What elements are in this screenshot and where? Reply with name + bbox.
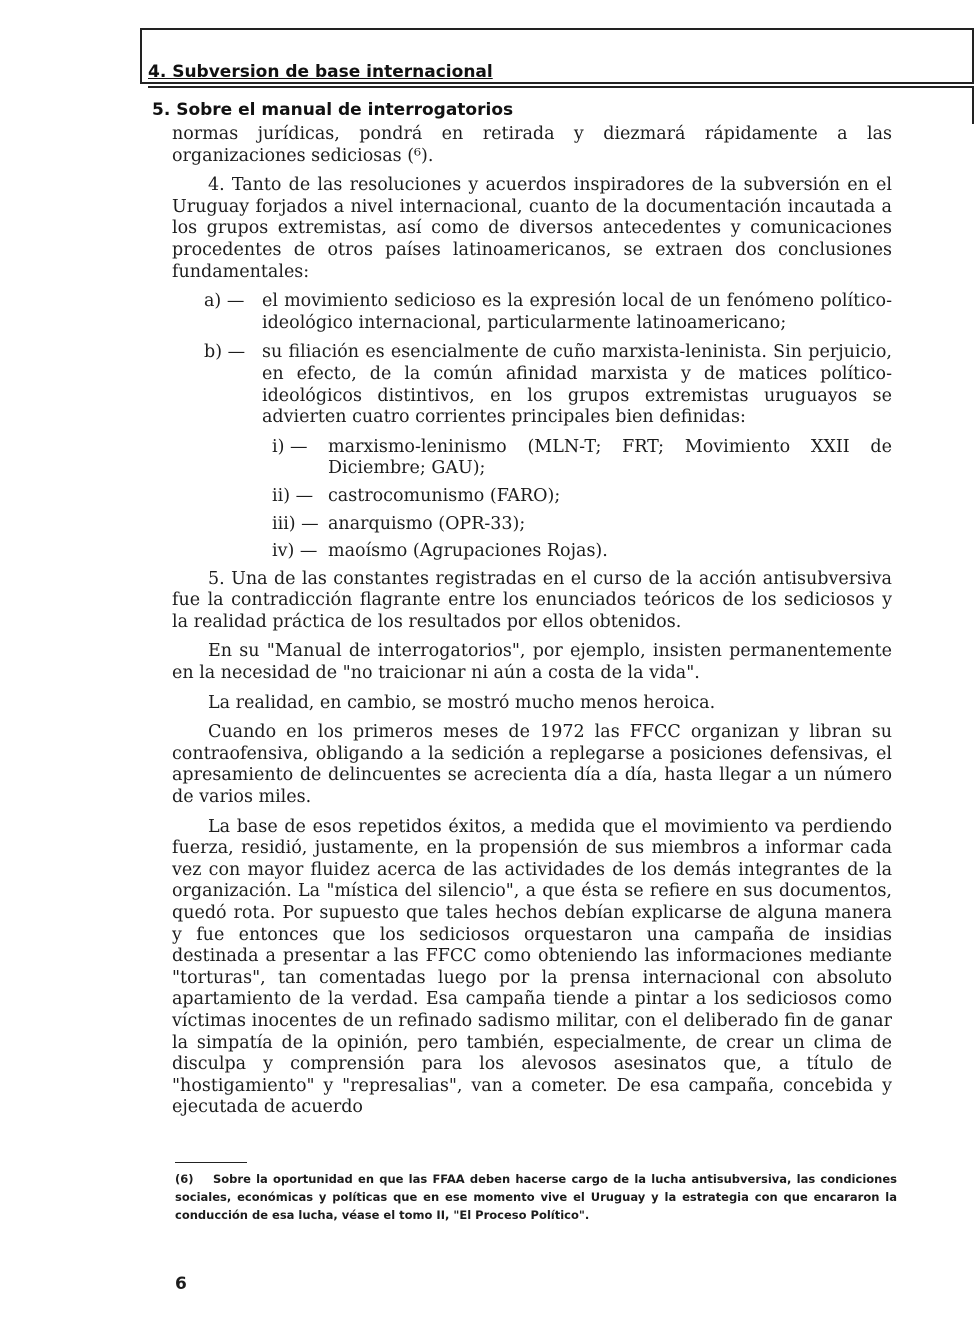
sub-list-item <box>172 486 892 508</box>
list-marker: iii) — <box>272 513 319 534</box>
sub-list-item <box>172 514 892 536</box>
list-marker: a) — <box>204 291 245 312</box>
footnote-marker: (6) <box>175 1172 194 1186</box>
footnote-text: Sobre la oportunidad en que las FFAA deben hacerse cargo de la lucha antisubversiva, las condiciones sociales, económicas y políticas que en ese momento vive el Uruguay y la estrategia con que encararon la conducción de esa lucha, véase el tomo II, "El Proceso Político". <box>175 1172 897 1222</box>
list-item-text: anarquismo (OPR-33); <box>328 513 526 534</box>
list-marker: i) — <box>272 436 308 457</box>
sub-list-item <box>172 437 892 480</box>
list-item-text: el movimiento sedicioso es la expresión local de un fenómeno político-ideológico internacional, particularmente latinoamericano; <box>262 291 892 333</box>
body-text <box>172 124 892 1127</box>
list-item-text: su filiación es esencialmente de cuño marxista-leninista. Sin perjuicio, en efecto, de la común afinidad marxista y de matices político-ideológicos distintivos, en los grupos extremistas uruguayos se advierten cuatro corrientes principales bien definidas: <box>262 342 892 428</box>
paragraph: 4. Tanto de las resoluciones y acuerdos inspiradores de la subversión en el Uruguay forjados a nivel internacional, cuanto de la documentación incautada a los grupos extremistas, así como de diversos antecedentes y comunicaciones procedentes de otros países latinoamericanos, se extraen dos conclusiones fundamentales: <box>172 175 892 282</box>
list-item-text: marxismo-leninismo (MLN-T; FRT; Movimiento XXII de Diciembre; GAU); <box>328 436 892 479</box>
list-marker: ii) — <box>272 485 314 506</box>
list-item <box>172 291 892 334</box>
paragraph: Cuando en los primeros meses de 1972 las FFCC organizan y libran su contraofensiva, obligando a la sedición a replegarse a posiciones defensivas, el apresamiento de delincuentes se acrecienta día a día, hasta llegar a un número de varios miles. <box>172 722 892 808</box>
section-5-heading: 5. Sobre el manual de interrogatorios <box>152 100 514 120</box>
section-heading-band <box>140 28 974 84</box>
list-marker: iv) — <box>272 541 318 562</box>
footnote-divider <box>175 1162 247 1163</box>
paragraph: 5. Una de las constantes registradas en el curso de la acción antisubversiva fue la contradicción flagrante entre los enunciados teóricos de los sediciosos y la realidad práctica de los resultados por ellos obtenidos. <box>172 568 892 632</box>
list-item-text: maoísmo (Agrupaciones Rojas). <box>328 541 608 562</box>
paragraph: En su "Manual de interrogatorios", por ejemplo, insisten permanentemente en la necesidad de "no traicionar ni aún a costa de la vida". <box>172 641 892 684</box>
footnote <box>175 1170 897 1224</box>
section-4-heading: 4. Subversion de base internacional <box>148 62 493 82</box>
list-item <box>172 342 892 428</box>
sub-list-item <box>172 541 892 563</box>
page-number: 6 <box>175 1274 187 1294</box>
paragraph: normas jurídicas, pondrá en retirada y diezmará rápidamente a las organizaciones sediciosas (⁶). <box>172 124 892 166</box>
paragraph: La base de esos repetidos éxitos, a medida que el movimiento va perdiendo fuerza, residió, justamente, en la propensión de sus miembros a informar cada vez con mayor fluidez acerca de las actividades de los demás integrantes de la organización. La "mística del silencio", a que ésta se refiere en sus documentos, quedó rota. Por supuesto que tales hechos debían explicarse de alguna manera y fue entonces que los sediciosos orquestaron una campaña de insidias destinada a presentar a las FFCC como obteniendo las informaciones mediante "torturas", tan comentadas luego por la prensa internacional con absoluto apartamiento de la verdad. Esa campaña tiende a pintar a los sediciosos como víctimas inocentes de un refinado sadismo militar, con el deliberado fin de ganar la simpatía de la opinión, pero también, especialmente, de crear un clima de disculpa y comprensión para los alevosos asesinatos que, a título de "hostigamiento" y "represalias", van a cometer. De esa campaña, concebida y ejecutada de acuerdo <box>172 816 892 1118</box>
paragraph: La realidad, en cambio, se mostró mucho menos heroica. <box>208 692 716 713</box>
section-heading-band <box>148 86 974 124</box>
list-marker: b) — <box>204 342 246 363</box>
list-item-text: castrocomunismo (FARO); <box>328 485 561 506</box>
